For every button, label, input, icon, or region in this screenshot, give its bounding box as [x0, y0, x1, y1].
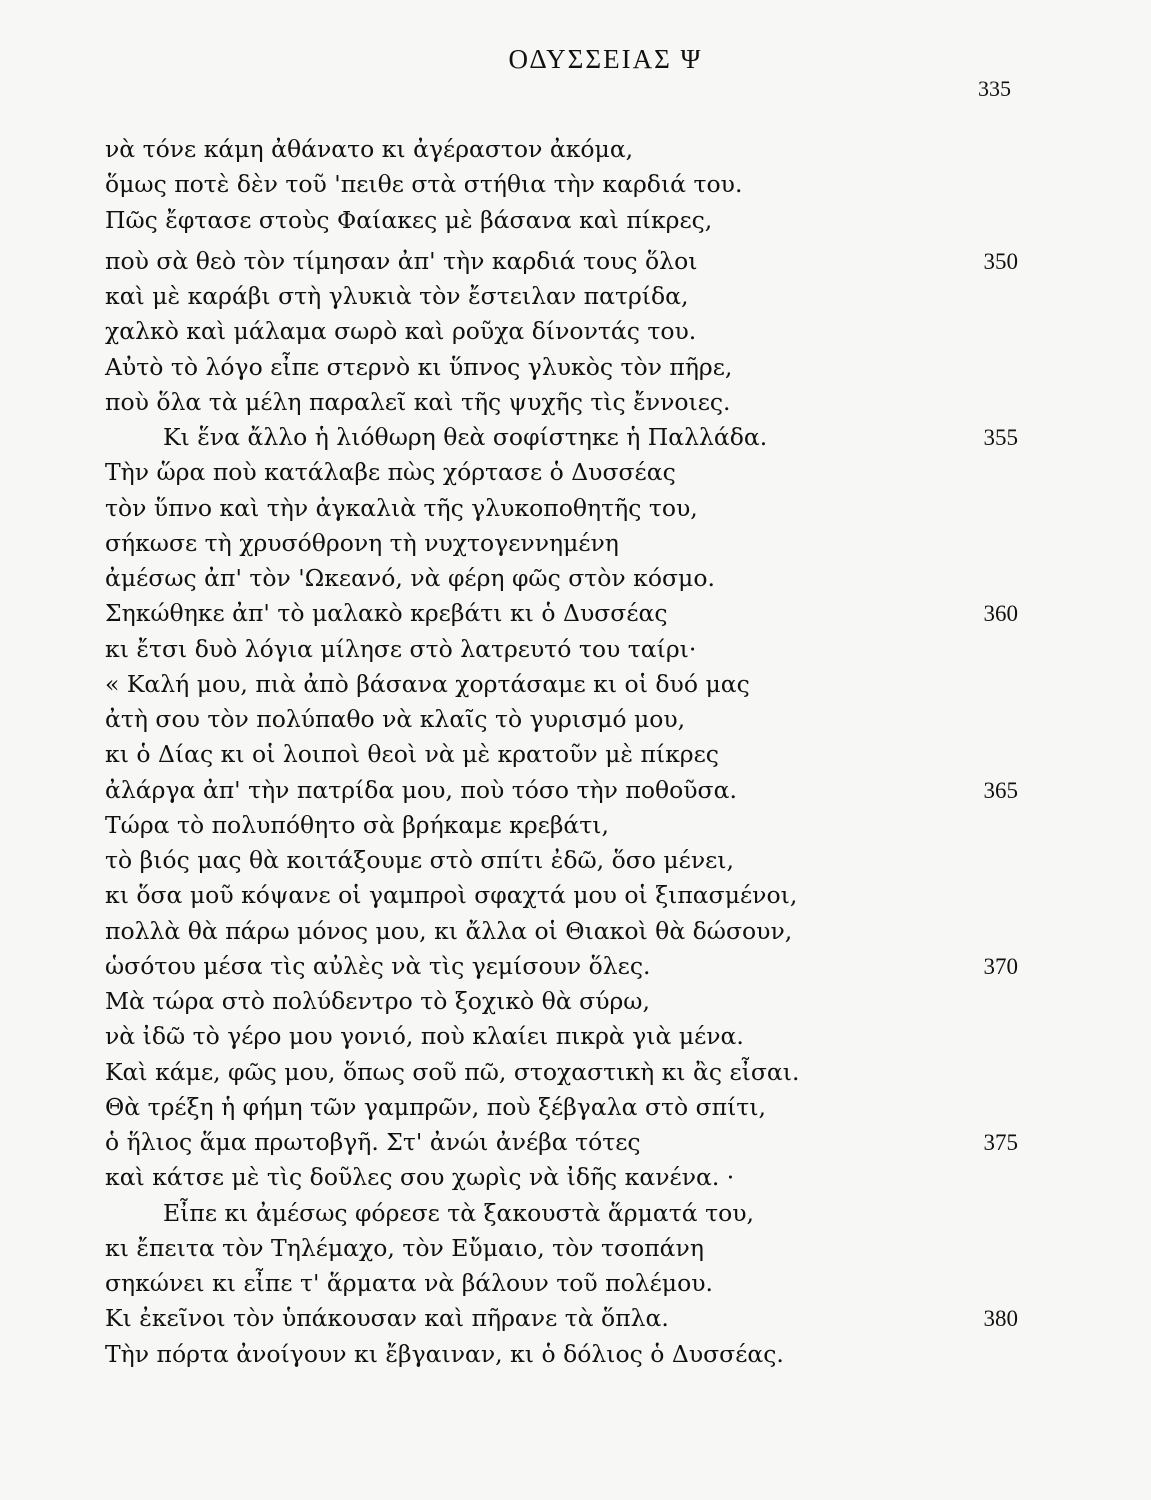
verse-text: σηκώνει κι εἶπε τ' ἅρματα νὰ βάλουν τοῦ πολέμου.: [105, 1269, 713, 1297]
verse-line: [0, 1260, 1151, 1295]
verse-text: κι ἔτσι δυὸ λόγια μίλησε στὸ λατρευτό του ταίρι·: [105, 634, 697, 663]
verse-text: σήκωσε τὴ χρυσόθρονη τὴ νυχτογεννημένη: [105, 528, 619, 557]
verse-text: κι ὁ Δίας κι οἱ λοιποὶ θεοὶ νὰ μὲ κρατοῦν μὲ πίκρες: [105, 740, 719, 769]
verse-line: [0, 978, 1151, 1013]
verse-text: χαλκὸ καὶ μάλαμα σωρὸ καὶ ροῦχα δίνοντάς του.: [105, 317, 697, 346]
verse-text: Αὐτὸ τὸ λόγο εἶπε στερνὸ κι ὕπνος γλυκὸς τὸν πῆρε,: [105, 352, 733, 381]
line-number: 370: [983, 953, 1018, 979]
verse-line: [0, 1119, 1151, 1154]
verse-line: [0, 1154, 1151, 1192]
verse-text: ὁ ἥλιος ἅμα πρωτοβγῆ. Στ' ἀνώι ἀνέβα τότες: [105, 1128, 641, 1156]
verse-line: [0, 767, 1151, 802]
verse-text: Κι ἕνα ἄλλο ἡ λιόθωρη θεὰ σοφίστηκε ἡ Παλλάδα.: [163, 423, 768, 451]
verse-line: [0, 1295, 1151, 1333]
verse-text: ἀλάργα ἀπ' τὴν πατρίδα μου, ποὺ τόσο τὴν ποθοῦσα.: [105, 775, 737, 804]
verse-text: Κι ἐκεῖνοι τὸν ὑπάκουσαν καὶ πῆρανε τὰ ὅπλα.: [105, 1304, 669, 1333]
verse-text: πολλὰ θὰ πάρω μόνος μου, κι ἄλλα οἱ Θιακοὶ θὰ δώσουν,: [105, 916, 793, 945]
verse-text: ποὺ ὅλα τὰ μέλη παραλεῖ καὶ τῆς ψυχῆς τὶς ἔννοιες.: [105, 387, 731, 416]
line-number: 380: [983, 1306, 1018, 1332]
verse-line: [0, 802, 1151, 837]
verse-text: νὰ ἰδῶ τὸ γέρο μου γονιό, ποὺ κλαίει πικρὰ γιὰ μένα.: [105, 1022, 744, 1051]
page-number: 335: [978, 76, 1011, 101]
verse-line: [0, 1013, 1151, 1051]
verse-text: ὅμως ποτὲ δὲν τοῦ 'πειθε στὰ στήθια τὴν καρδιά του.: [105, 170, 743, 199]
verse-line: [0, 731, 1151, 769]
verse-line: [0, 1084, 1151, 1119]
verse-line: [0, 1225, 1151, 1260]
verse-text: κι ὅσα μοῦ κόψανε οἱ γαμπροὶ σφαχτά μου οἱ ξιπασμένοι,: [105, 881, 798, 910]
verse-text: Σηκώθηκε ἀπ' τὸ μαλακὸ κρεβάτι κι ὁ Δυσσέας: [105, 599, 668, 628]
verse-line: [0, 379, 1151, 414]
verse-text: ὡσότου μέσα τὶς αὐλὲς νὰ τὶς γεμίσουν ὅλες.: [105, 951, 651, 980]
verse-line: [0, 273, 1151, 308]
verse-line: [0, 590, 1151, 628]
verse-lines: [0, 132, 1151, 1366]
verse-text: Πῶς ἔφτασε στοὺς Φαίακες μὲ βάσανα καὶ πίκρες,: [105, 205, 713, 234]
line-number: 350: [983, 248, 1018, 274]
verse-text: ποὺ σὰ θεὸ τὸν τίμησαν ἀπ' τὴν καρδιά τους ὅλοι: [105, 246, 698, 275]
verse-line: [0, 626, 1151, 661]
verse-line: [0, 344, 1151, 379]
verse-line: [0, 308, 1151, 346]
line-number: 365: [983, 777, 1018, 803]
verse-line: [0, 485, 1151, 520]
running-head: ΟΔΥΣΣΕΙΑΣ Ψ: [508, 44, 703, 74]
verse-text: Μὰ τώρα στὸ πολύδεντρο τὸ ξοχικὸ θὰ σύρω,: [105, 987, 650, 1015]
verse-line: [0, 1049, 1151, 1084]
verse-line: [0, 943, 1151, 978]
verse-text: νὰ τόνε κάμη ἀθάνατο κι ἀγέραστον ἀκόμα,: [105, 135, 634, 163]
verse-text: ἀμέσως ἀπ' τὸν 'Ωκεανό, νὰ φέρη φῶς στὸν κόσμο.: [105, 564, 715, 592]
verse-text: ἀτὴ σου τὸν πολύπαθο νὰ κλαῖς τὸ γυρισμό μου,: [105, 705, 686, 733]
verse-text: καὶ κάτσε μὲ τὶς δοῦλες σου χωρὶς νὰ ἰδῆς κανένα. ·: [105, 1163, 735, 1192]
verse-text: Τὴν ὥρα ποὺ κατάλαβε πὼς χόρτασε ὁ Δυσσέας: [105, 458, 676, 487]
verse-text: κι ἔπειτα τὸν Τηλέμαχο, τὸν Εὔμαιο, τὸν τσοπάνη: [105, 1233, 704, 1262]
verse-text: τὸν ὕπνο καὶ τὴν ἀγκαλιὰ τῆς γλυκοποθητῆς του,: [105, 493, 698, 522]
verse-line: [0, 203, 1151, 238]
verse-line: [0, 238, 1151, 273]
verse-text: καὶ μὲ καράβι στὴ γλυκιὰ τὸν ἔστειλαν πατρίδα,: [105, 282, 689, 310]
line-number: 360: [983, 601, 1018, 627]
verse-line: [0, 414, 1151, 449]
verse-line: [0, 132, 1151, 167]
verse-text: Εἶπε κι ἀμέσως φόρεσε τὰ ξακουστὰ ἅρματά του,: [163, 1198, 754, 1227]
verse-line: [0, 696, 1151, 731]
verse-text: Τώρα τὸ πολυπόθητο σὰ βρήκαμε κρεβάτι,: [105, 810, 609, 839]
verse-line: [0, 520, 1151, 555]
verse-text: Θὰ τρέξη ἡ φήμη τῶν γαμπρῶν, ποὺ ξέβγαλα στὸ σπίτι,: [105, 1092, 766, 1121]
verse-text: Τὴν πόρτα ἀνοίγουν κι ἔβγαιναν, κι ὁ δόλιος ὁ Δυσσέας.: [105, 1339, 784, 1368]
verse-line: [0, 1331, 1151, 1366]
verse-text: « Καλή μου, πιὰ ἀπὸ βάσανα χορτάσαμε κι οἱ δυό μας: [105, 669, 750, 698]
line-number: 355: [983, 425, 1018, 450]
verse-line: [0, 1190, 1151, 1225]
verse-line: [0, 555, 1151, 590]
verse-text: Καὶ κάμε, φῶς μου, ὅπως σοῦ πῶ, στοχαστικὴ κι ἂς εἶσαι.: [105, 1057, 800, 1086]
verse-line: [0, 872, 1151, 910]
line-number: 375: [983, 1130, 1018, 1155]
verse-line: [0, 449, 1151, 487]
verse-line: [0, 167, 1151, 202]
verse-line: [0, 908, 1151, 943]
verse-line: [0, 661, 1151, 696]
verse-text: τὸ βιός μας θὰ κοιτάξουμε στὸ σπίτι ἐδῶ, ὅσο μένει,: [105, 846, 734, 874]
verse-line: [0, 837, 1151, 872]
